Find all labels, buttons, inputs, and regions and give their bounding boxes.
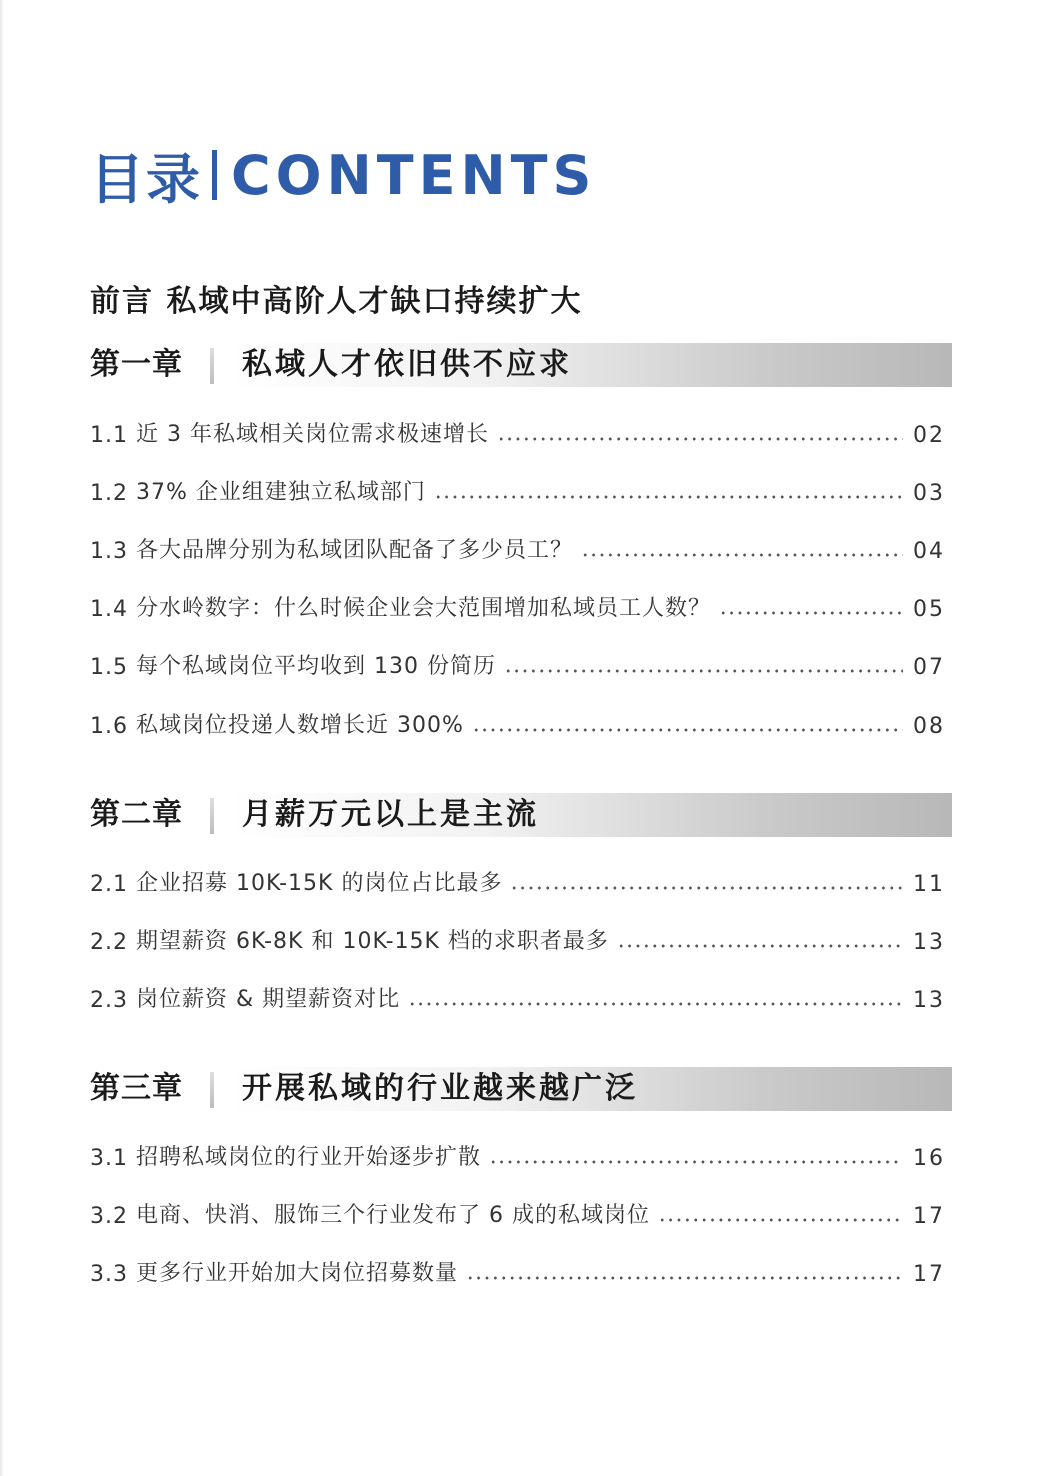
page-title [90,140,596,210]
entry-title: 近 3 年私域相关岗位需求极速增长 [136,422,489,447]
dot-leader [504,669,903,673]
title-divider [212,150,217,200]
entry-number: 2.2 [90,930,128,955]
dot-leader [466,1276,903,1280]
entry-title: 私域岗位投递人数增长近 300% [136,713,464,738]
chapter-number: 第三章 [90,1071,183,1106]
toc-entry[interactable] [90,979,945,1013]
entry-page-number: 13 [913,988,945,1013]
dot-leader [617,944,903,948]
toc-entry[interactable] [90,863,945,897]
entry-page-number: 03 [913,481,945,506]
dot-leader [658,1218,903,1222]
entry-page-number: 02 [913,423,945,448]
entry-number: 1.3 [90,539,128,564]
entry-number: 1.6 [90,714,128,739]
title-chinese: 目录 [90,147,202,211]
entry-number: 2.3 [90,988,128,1013]
entry-title: 各大品牌分别为私域团队配备了多少员工？ [136,538,574,563]
entry-number: 3.3 [90,1262,128,1287]
chapter-title: 开展私域的行业越来越广泛 [242,1071,638,1106]
entry-title: 岗位薪资 & 期望薪资对比 [136,987,401,1012]
entry-title: 招聘私域岗位的行业开始逐步扩散 [136,1145,482,1170]
chapter-heading-1[interactable] [90,343,952,387]
toc-preface-link[interactable]: 前言 私域中高阶人才缺口持续扩大 [90,284,583,319]
entry-page-number: 17 [913,1262,945,1287]
entry-number: 1.1 [90,423,128,448]
entry-page-number: 16 [913,1146,945,1171]
dot-leader [472,728,903,732]
entry-number: 1.5 [90,655,128,680]
toc-entry[interactable] [90,1137,945,1171]
dot-leader [497,437,903,441]
entry-title: 每个私域岗位平均收到 130 份简历 [136,654,496,679]
entry-page-number: 17 [913,1204,945,1229]
chapter-title: 月薪万元以上是主流 [242,797,539,832]
title-english: CONTENTS [231,143,597,207]
toc-entry[interactable] [90,646,945,680]
toc-entry[interactable] [90,530,945,564]
entry-page-number: 04 [913,539,945,564]
entry-title: 期望薪资 6K-8K 和 10K-15K 档的求职者最多 [136,929,609,954]
dot-leader [408,1002,903,1006]
toc-entry[interactable] [90,921,945,955]
chapter-divider [210,798,214,834]
entry-number: 2.1 [90,872,128,897]
toc-entry[interactable] [90,588,945,622]
entry-page-number: 08 [913,714,945,739]
chapter-heading-2[interactable] [90,793,952,837]
toc-entry[interactable] [90,414,945,448]
dot-leader [510,886,903,890]
entry-title: 企业招募 10K-15K 的岗位占比最多 [136,871,503,896]
entry-title: 37% 企业组建独立私域部门 [136,480,426,505]
dot-leader [581,553,903,557]
entry-page-number: 05 [913,597,945,622]
entry-title: 更多行业开始加大岗位招募数量 [136,1261,459,1286]
chapter-divider [210,1072,214,1108]
entry-page-number: 11 [913,872,945,897]
entry-title: 分水岭数字：什么时候企业会大范围增加私域员工人数？ [136,596,712,621]
chapter-heading-3[interactable] [90,1067,952,1111]
entry-title: 电商、快消、服饰三个行业发布了 6 成的私域岗位 [136,1203,650,1228]
dot-leader [719,611,903,615]
chapter-number: 第一章 [90,347,183,382]
chapter-number: 第二章 [90,797,183,832]
entry-number: 1.4 [90,597,128,622]
toc-entry[interactable] [90,1253,945,1287]
entry-page-number: 07 [913,655,945,680]
chapter-title: 私域人才依旧供不应求 [242,347,572,382]
toc-entry[interactable] [90,472,945,506]
dot-leader [434,495,903,499]
page-edge-shadow [0,0,4,1476]
entry-number: 3.1 [90,1146,128,1171]
toc-entry[interactable] [90,1195,945,1229]
entry-number: 1.2 [90,481,128,506]
entry-number: 3.2 [90,1204,128,1229]
chapter-divider [210,348,214,384]
entry-page-number: 13 [913,930,945,955]
toc-entry[interactable] [90,705,945,739]
dot-leader [489,1160,903,1164]
